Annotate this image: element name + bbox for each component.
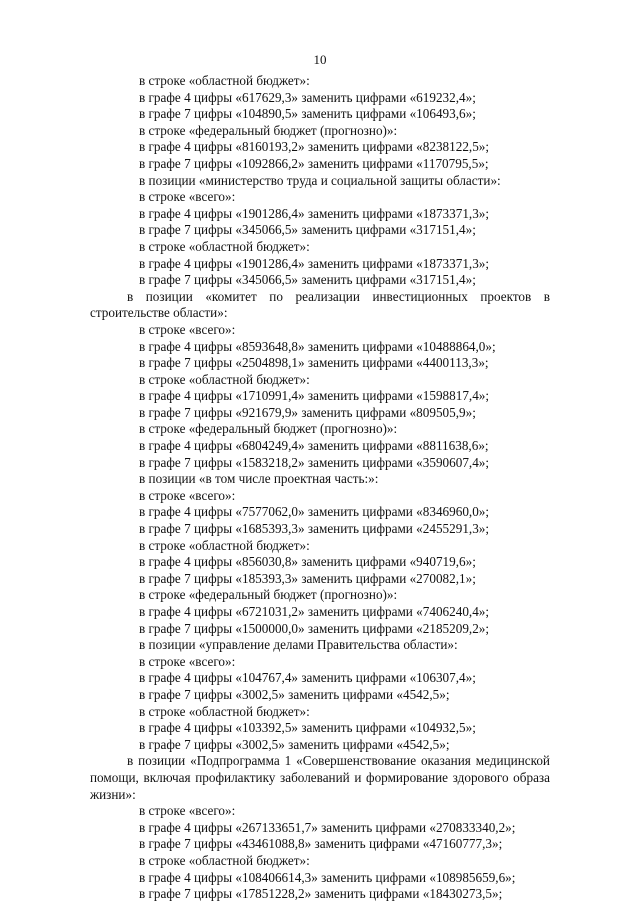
document-line: в графе 7 цифры «185393,3» заменить цифрами «270082,1»; [139, 570, 476, 586]
document-line: в графе 7 цифры «43461088,8» заменить цифрами «47160777,3»; [139, 836, 503, 852]
document-line: в позиции «в том числе проектная часть:»: [139, 471, 379, 487]
document-line: в графе 7 цифры «921679,9» заменить цифрами «809505,9»; [139, 404, 476, 420]
document-line: в позиции «Подпрограмма 1 «Совершенствование оказания медицинской помощи, включая профилактику заболеваний и формирование здорового образа жизни»: [90, 753, 550, 802]
document-line: в графе 7 цифры «1583218,2» заменить цифрами «3590607,4»; [139, 454, 490, 470]
document-line: в графе 4 цифры «1901286,4» заменить цифрами «1873371,3»; [139, 205, 490, 221]
document-line: в позиции «комитет по реализации инвестиционных проектов в строительстве области»: [90, 288, 550, 321]
document-line: в строке «областной бюджет»: [139, 73, 310, 88]
document-line: в позиции «управление делами Правительства области»: [139, 637, 458, 653]
document-line: в графе 7 цифры «1500000,0» заменить цифрами «2185209,2»; [139, 620, 490, 636]
document-line: в строке «областной бюджет»: [139, 371, 310, 387]
document-line: в позиции «министерство труда и социальной защиты области»: [139, 172, 501, 188]
document-line: в строке «федеральный бюджет (прогнозно)»: [139, 122, 398, 138]
document-line: в строке «всего»: [139, 653, 236, 669]
document-line: в графе 4 цифры «6721031,2» заменить цифрами «7406240,4»; [139, 604, 490, 619]
document-line: в графе 4 цифры «104767,4» заменить цифрами «106307,4»; [139, 670, 476, 686]
document-line: в графе 4 цифры «1901286,4» заменить цифрами «1873371,3»; [139, 255, 490, 271]
document-line: в графе 4 цифры «8160193,2» заменить цифрами «8238122,5»; [139, 139, 490, 155]
document-line: в строке «областной бюджет»: [139, 238, 310, 254]
document-line: в графе 7 цифры «3002,5» заменить цифрами «4542,5»; [139, 736, 450, 752]
document-line: в строке «областной бюджет»: [139, 537, 310, 553]
document-line: в строке «всего»: [139, 487, 236, 503]
document-line: в графе 7 цифры «1685393,3» заменить цифрами «2455291,3»; [139, 521, 490, 537]
document-line: в строке «всего»: [139, 321, 236, 337]
document-line: в графе 7 цифры «345066,5» заменить цифрами «317151,4»; [139, 272, 476, 288]
document-line: в графе 7 цифры «104890,5» заменить цифрами «106493,6»; [139, 106, 476, 122]
document-line: в строке «федеральный бюджет (прогнозно)»: [139, 587, 398, 603]
document-line: в графе 4 цифры «1710991,4» заменить цифрами «1598817,4»; [139, 388, 490, 404]
document-line: в графе 4 цифры «267133651,7» заменить цифрами «270833340,2»; [139, 819, 516, 835]
page-number: 10 [313, 52, 327, 67]
document-line: в графе 7 цифры «1092866,2» заменить цифрами «1170795,5»; [139, 155, 489, 171]
document-line: в графе 4 цифры «617629,3» заменить цифрами «619232,4»; [139, 89, 476, 105]
document-line: в строке «областной бюджет»: [139, 852, 310, 868]
document-line: в строке «всего»: [139, 803, 236, 819]
document-line: в строке «всего»: [139, 189, 236, 205]
document-line: в графе 7 цифры «2504898,1» заменить цифрами «4400113,3»; [139, 355, 489, 371]
document-line: в графе 4 цифры «7577062,0» заменить цифрами «8346960,0»; [139, 504, 490, 520]
document-line: в графе 7 цифры «17851228,2» заменить цифрами «18430273,5»; [139, 886, 503, 902]
document-line: в графе 7 цифры «3002,5» заменить цифрами «4542,5»; [139, 686, 450, 702]
document-line: в графе 4 цифры «108406614,3» заменить цифрами «108985659,6»; [139, 869, 516, 885]
document-line: в графе 4 цифры «103392,5» заменить цифрами «104932,5»; [139, 720, 476, 736]
document-line: в графе 4 цифры «856030,8» заменить цифрами «940719,6»; [139, 554, 476, 570]
document-line: в графе 4 цифры «8593648,8» заменить цифрами «10488864,0»; [139, 338, 496, 354]
document-line: в графе 7 цифры «345066,5» заменить цифрами «317151,4»; [139, 222, 476, 238]
document-line: в графе 4 цифры «6804249,4» заменить цифрами «8811638,6»; [139, 438, 489, 454]
document-body [90, 73, 550, 903]
document-line: в строке «федеральный бюджет (прогнозно)»: [139, 421, 398, 437]
document-line: в строке «областной бюджет»: [139, 703, 310, 719]
